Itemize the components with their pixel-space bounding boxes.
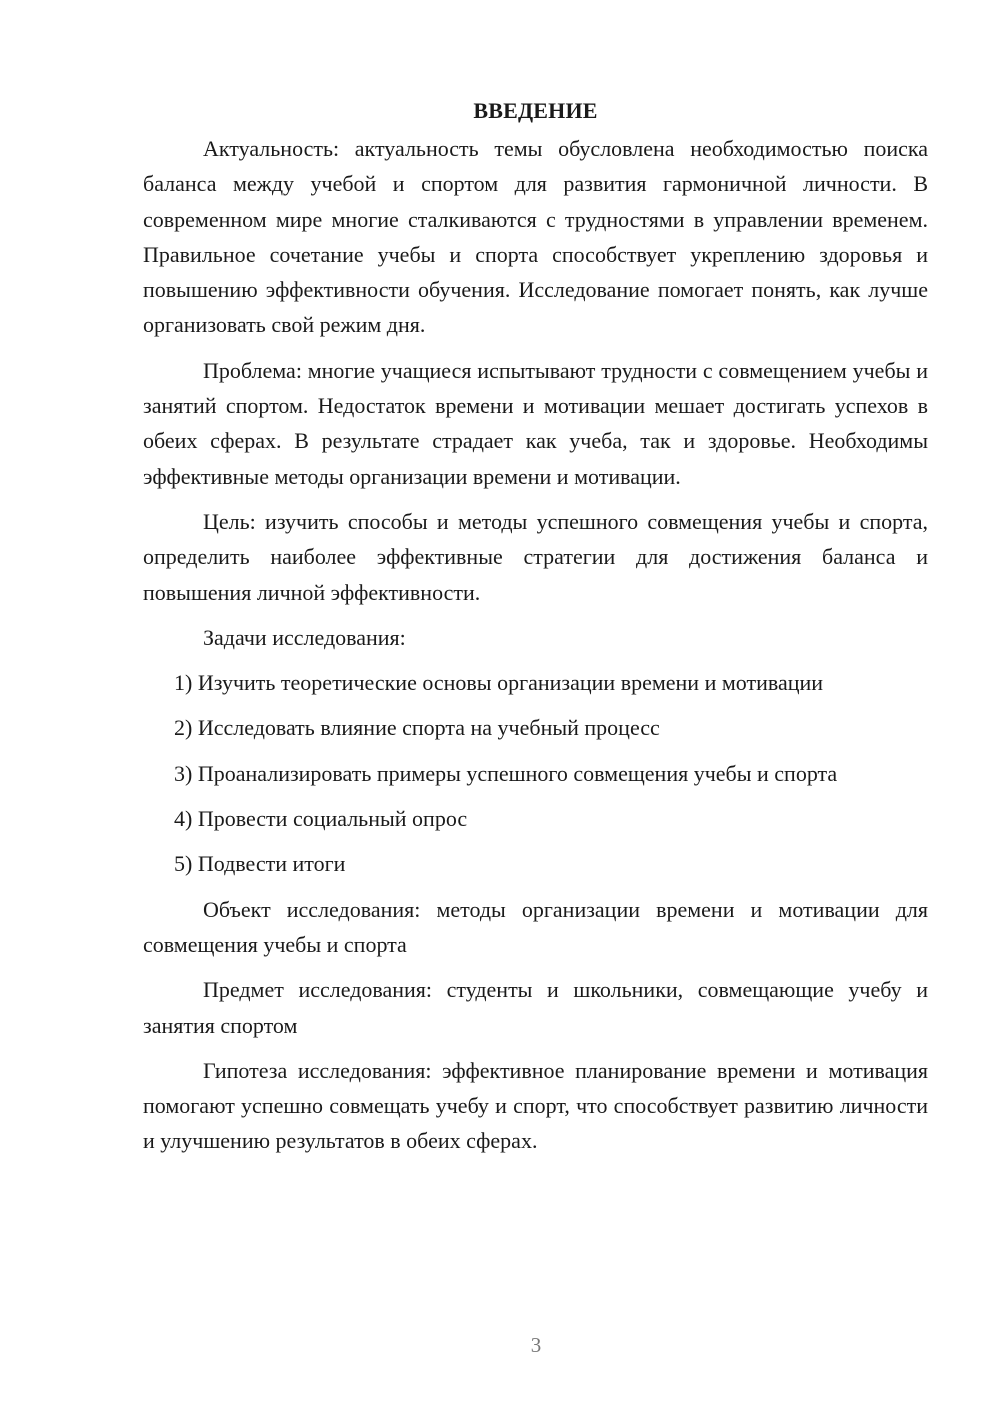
task-item: 3) Проанализировать примеры успешного совмещения учебы и спорта	[174, 760, 838, 786]
goal-paragraph: Цель: изучить способы и методы успешного совмещения учебы и спорта, определить наиболее эффективные стратегии для достижения баланса и повышения личной эффективности.	[143, 508, 928, 605]
task-item: 1) Изучить теоретические основы организации времени и мотивации	[174, 670, 824, 696]
task-item: 2) Исследовать влияние спорта на учебный процесс	[174, 715, 660, 741]
tasks-list	[143, 665, 928, 881]
object-paragraph: Объект исследования: методы организации времени и мотивации для совмещения учебы и спорта	[143, 896, 928, 957]
hypothesis-paragraph: Гипотеза исследования: эффективное планирование времени и мотивация помогают успешно совмещать учебу и спорт, что способствует развитию личности и улучшению результатов в обеих сферах.	[143, 1057, 928, 1154]
page-number: 3	[530, 1333, 542, 1357]
relevance-paragraph: Актуальность: актуальность темы обусловлена необходимостью поиска баланса между учебой и спортом для развития гармоничной личности. В современном мире многие сталкиваются с трудностями в управлении временем. Правильное сочетание учебы и спорта способствует укреплению здоровья и повышению эффективности обучения. Исследование помогает понять, как лучше организовать свой режим дня.	[143, 136, 928, 338]
page-content	[143, 93, 928, 1169]
problem-paragraph: Проблема: многие учащиеся испытывают трудности с совмещением учебы и занятий спортом. Недостаток времени и мотивации мешает достигать успехов в обеих сферах. В результате страдает как учеба, так и здоровье. Необходимы эффективные методы организации времени и мотивации.	[143, 357, 928, 489]
subject-paragraph: Предмет исследования: студенты и школьники, совмещающие учебу и занятия спортом	[143, 977, 928, 1038]
page-title: ВВЕДЕНИЕ	[473, 98, 598, 123]
task-item: 5) Подвести итоги	[174, 851, 346, 877]
tasks-heading: Задачи исследования:	[203, 624, 406, 650]
task-item: 4) Провести социальный опрос	[174, 806, 468, 832]
